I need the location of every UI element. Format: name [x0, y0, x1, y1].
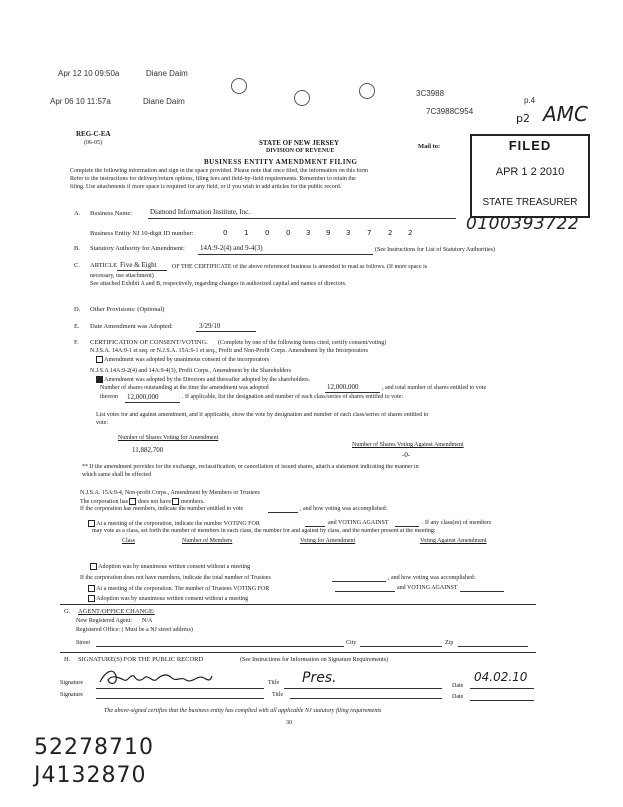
col-members-header: Number of Members — [182, 538, 233, 544]
statutory-authority-hint: (See Instructions for List of Statutory Authorities) — [375, 247, 495, 253]
members-word: members. — [180, 498, 205, 505]
section-h-divider — [60, 652, 536, 653]
signatures-heading-note: (See Instructions for Information on Signature Requirements) — [240, 657, 388, 663]
col-votes-against-header: Number of Shares Voting Against Amendment — [352, 442, 464, 448]
list-votes-text: List votes for and against amendment, and if applicable, show the vote by designation and number of each class/series of shares entitled to — [96, 412, 429, 418]
page-mark: 30 — [286, 720, 292, 726]
shares-thereon-label: thereon — [100, 394, 118, 400]
filed-stamp-title: FILED — [508, 138, 552, 153]
state-heading: STATE OF NEW JERSEY — [259, 139, 340, 147]
date-label-2: Date — [452, 694, 464, 700]
fax-name-2: Diane Daim — [143, 97, 185, 106]
date-adopted-underline — [196, 331, 256, 332]
title-label-2: Title — [272, 692, 284, 698]
business-name-value: Diamond Information Institute, Inc. — [150, 208, 251, 216]
punch-hole-mark — [359, 83, 375, 99]
fax-stamp-2: Apr 06 10 11:57a — [50, 97, 111, 106]
punch-hole-mark — [231, 78, 247, 94]
entity-id-digit: 0 — [223, 229, 228, 237]
members-has-text: The corporation has — [80, 498, 128, 505]
section-c-label: C. — [74, 262, 80, 269]
article-text-line-2: necessary, use attachment) — [90, 273, 154, 279]
trustee-unanimous-checkbox[interactable] — [88, 595, 95, 602]
profit-shareholders-line: N.J.S.A 14A:9-2(4) and 14A:9-4(3), Profit Corps., Amendment by the Shareholders — [90, 368, 292, 374]
meeting-against-underline[interactable] — [395, 526, 419, 527]
statutory-authority-label: Statutory Authority for Amendment: — [90, 245, 185, 252]
signatures-heading: SIGNATURE(S) FOR THE PUBLIC RECORD — [78, 656, 204, 663]
date-adopted-label: Date Amendment was Adopted: — [90, 323, 173, 330]
filed-stamp-office: STATE TREASURER — [482, 197, 578, 208]
form-revision: (06-05) — [84, 140, 102, 146]
col-class-header: Class — [122, 538, 136, 544]
shares-entitled-underline — [125, 402, 180, 403]
form-id: REG-C-EA — [76, 130, 111, 138]
title-label-1: Title — [268, 680, 280, 686]
registered-office-label: Registered Office: ( Must be a NJ street address) — [76, 627, 193, 633]
unanimous-checkbox[interactable] — [90, 563, 97, 570]
new-agent-label: New Registered Agent: — [76, 618, 132, 624]
members-has-checkbox[interactable] — [129, 498, 136, 505]
members-not-checkbox[interactable] — [172, 498, 179, 505]
shareholders-option[interactable] — [96, 376, 310, 384]
signature-label-1: Signature — [60, 680, 83, 686]
col-vote-against-header: Voting Against Amendment — [420, 538, 487, 544]
filed-stamp-date: APR 1 2 2010 — [495, 166, 565, 178]
exchange-note: ** If the amendment provides for the exchange, reclassification, or cancellation of issued shares, attach a statement indicating the manner in — [82, 464, 419, 470]
fax-number-2: 7C3988C954 — [426, 107, 474, 116]
statutory-authority-value: 14A:9-2(4) and 9-4(3) — [200, 244, 263, 252]
trustee-meeting-checkbox[interactable] — [88, 585, 95, 592]
city-label: City — [346, 640, 357, 646]
page-number-p2: p2 — [516, 112, 530, 125]
meeting-text: At a meeting of the corporation, indicate the number VOTING FOR — [96, 520, 260, 527]
title-line-2[interactable] — [290, 698, 442, 699]
unanimous-option[interactable] — [90, 563, 250, 571]
mail-to-label: Mail to: — [418, 143, 441, 150]
shares-outstanding-underline — [325, 392, 380, 393]
entity-id-digit: 2 — [388, 229, 393, 237]
meeting-checkbox[interactable] — [88, 520, 95, 527]
date-value: 04.02.10 — [474, 670, 528, 684]
date-adopted-value: 3/29/10 — [199, 322, 221, 330]
trustees-number-underline[interactable] — [332, 581, 386, 582]
section-f-label: F. — [74, 339, 79, 346]
instructions-line-3: filing. Use attachments if more space is required for any field, or if you wish to add articles for the public record. — [70, 184, 342, 190]
date-line-1[interactable] — [470, 688, 534, 689]
entity-id-digit: 0 — [265, 229, 270, 237]
title-line-1[interactable] — [284, 688, 442, 689]
street-input-line[interactable] — [96, 646, 344, 647]
shares-outstanding-text: Number of shares outstanding at the time the amendment was adopted — [100, 385, 269, 391]
incorporators-checkbox[interactable] — [96, 356, 103, 363]
instructions-line-2: Refer to the instructions for delivery/return options, filing fees and field-by-field requirements. Remember to retain the — [70, 176, 356, 182]
members-has-row — [80, 498, 204, 506]
entity-id-digit: 9 — [326, 229, 331, 237]
article-label: ARTICLE — [90, 262, 118, 269]
trustee-for-underline[interactable] — [335, 591, 395, 592]
shares-entitled-text: , and total number of shares entitled to vote — [382, 385, 487, 391]
trustee-unanimous-text: Adoption was by unanimous written consent without a meeting — [96, 595, 249, 602]
entity-id-digit: 7 — [367, 229, 372, 237]
fax-name-1: Diane Daim — [146, 69, 188, 78]
street-label: Street — [76, 640, 90, 646]
punch-hole-mark — [294, 90, 310, 106]
section-e-label: E. — [74, 323, 80, 330]
section-b-label: B. — [74, 245, 80, 252]
article-value: Five & Eight — [120, 261, 157, 269]
business-name-underline — [148, 218, 456, 219]
other-provisions-label: Other Provisions: (Optional) — [90, 306, 165, 313]
list-votes-text-2: vote: — [96, 420, 108, 426]
trustee-meeting-text: At a meeting of the corporation. The number of Trustees VOTING FOR — [96, 585, 270, 592]
meeting-classes-text-2: may vote as a class, set forth the number of members in each class, the number for and against by class, and the number present at the meeting: — [92, 528, 436, 534]
page-number-p4: p.4 — [524, 96, 536, 105]
shareholders-option-text: Amendment was adopted by the Directors and thereafter adopted by the shareholders. — [104, 376, 311, 383]
handwritten-number-2: J4132870 — [34, 763, 147, 788]
new-agent-value: N/A — [142, 618, 153, 624]
meeting-option[interactable] — [88, 520, 260, 528]
entity-id-digit: 1 — [244, 229, 249, 237]
shareholders-checkbox-checked[interactable] — [96, 376, 103, 383]
trustee-against-text: and VOTING AGAINST — [397, 585, 458, 591]
meeting-for-underline[interactable] — [305, 526, 325, 527]
certification-heading-note: (Complete by one of the following items cited, certify consent/voting) — [218, 340, 387, 346]
article-text: OF THE CERTIFICATE of the above referenced business is amended to read as follows. (If more space is — [172, 264, 428, 270]
meeting-against-text: and VOTING AGAINST — [328, 520, 389, 526]
section-d-label: D. — [74, 306, 81, 313]
nonprofit-incorporators-line: N.J.S.A. 14A:9-1 et seq. or N.J.S.A. 15A:9-1 et seq., Profit and Non-Profit Corps. Amendment by the Incorporators — [90, 348, 368, 354]
section-g-divider — [60, 604, 536, 605]
entity-id-digit: 3 — [346, 229, 351, 237]
entity-id-digit: 2 — [408, 229, 413, 237]
statutory-authority-underline — [198, 254, 373, 255]
no-members-text-2: , and how voting was accomplished: — [388, 575, 476, 581]
division-heading: DIVISION OF REVENUE — [266, 148, 335, 154]
section-h-label: H. — [64, 656, 71, 663]
incorporators-option-text: Amendment was adopted by unanimous consent of the incorporators — [104, 356, 270, 363]
zip-label: Zip — [445, 640, 454, 646]
members-entitled-underline[interactable] — [268, 512, 298, 513]
date-line-2[interactable] — [470, 700, 534, 701]
entity-id-label: Business Entity NJ 10-digit ID number: — [90, 230, 194, 237]
exchange-note-2: which same shall be effected — [82, 472, 152, 478]
certification-statement: The above-signed certifies that the business entity has complied with all applicable NJ statutory filing requirements — [104, 708, 382, 714]
unanimous-text: Adoption was by unanimous written consent without a meeting — [98, 563, 251, 570]
members-voting-text: , and how voting was accomplished: — [300, 506, 388, 512]
form-title: BUSINESS ENTITY AMENDMENT FILING — [204, 158, 358, 166]
fax-number-1: 3C3988 — [416, 89, 445, 98]
city-input-line[interactable] — [360, 646, 442, 647]
votes-for-value: 11,882,700 — [132, 446, 164, 454]
shares-outstanding-value: 12,000,000 — [327, 383, 359, 391]
section-a-label: A. — [74, 210, 81, 217]
business-name-label: Business Name: — [90, 210, 133, 217]
title-value: Pres. — [302, 670, 337, 686]
handwritten-entity-id: 0100393722 — [466, 214, 580, 234]
zip-input-line[interactable] — [458, 646, 528, 647]
col-votes-for-header: Number of Shares Voting for Amendment — [118, 435, 219, 441]
votes-against-value: -0- — [402, 451, 411, 459]
trustee-unanimous-option[interactable] — [88, 595, 248, 603]
shares-entitled-value: 12,000,000 — [127, 393, 159, 401]
fax-stamp-1: Apr 12 10 09:50a — [58, 69, 120, 78]
certification-heading: CERTIFICATION OF CONSENT/VOTING. — [90, 339, 208, 346]
shares-class-text: . If applicable, list the designation and number of each class/series of shares entitled to vote: — [182, 394, 404, 400]
filed-stamp — [470, 134, 590, 218]
meeting-classes-text: . If any class(es) of members — [422, 520, 492, 526]
signature-label-2: Signature — [60, 692, 83, 698]
trustee-meeting-option[interactable] — [88, 585, 269, 593]
date-label-1: Date — [452, 683, 464, 689]
article-underline — [117, 270, 167, 271]
members-statute-line: N.J.S.A. 15A:9-4, Non-profit Corps., Amendment by Members or Trustees — [80, 490, 260, 496]
signature-line-2[interactable] — [96, 698, 264, 699]
article-attachment-note: See attached Exhibit A and B, respectively, regarding changes in authorized capital and names of directors. — [90, 281, 347, 287]
members-if-text: If the corporation has members, indicate the number entitled to vote — [80, 506, 244, 512]
col-vote-for-header: Voting for Amendment — [300, 538, 356, 544]
handwritten-signature — [96, 664, 216, 690]
handwritten-initials: AMC — [543, 102, 588, 126]
entity-id-digit: 0 — [286, 229, 291, 237]
agent-office-heading: AGENT/OFFICE CHANGE: — [78, 608, 155, 615]
nonprofit-incorporators-option[interactable] — [96, 356, 269, 364]
members-not-text: does not have — [137, 498, 171, 505]
handwritten-number-1: 52278710 — [34, 735, 154, 760]
trustee-against-underline[interactable] — [460, 591, 504, 592]
signature-line-1[interactable] — [96, 688, 264, 689]
entity-id-digit: 3 — [306, 229, 311, 237]
instructions-line-1: Complete the following information and sign in the space provided. Please note that once filed, the information on this form — [70, 168, 369, 174]
section-g-label: G. — [64, 608, 71, 615]
no-members-text: If the corporation does not have members, indicate the total number of Trustees — [80, 575, 271, 581]
